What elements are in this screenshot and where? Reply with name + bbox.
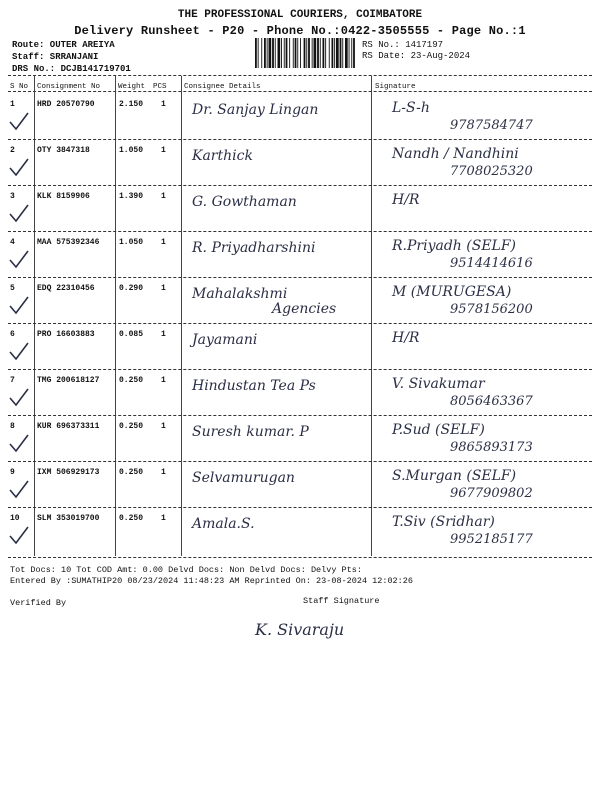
barcode-bar [314, 38, 317, 68]
row-signature-phone: 9514414616 [450, 256, 533, 271]
barcode-bar [275, 38, 276, 68]
rs-date: RS Date: 23-Aug-2024 [362, 51, 471, 61]
row-consignee-name: R. Priyadharshini [192, 240, 316, 256]
check-mark-icon [8, 294, 30, 316]
totals-line: Tot Docs: 10 Tot COD Amt: 0.00 Delvd Docs: Non Delvd Docs: Delvy Pts: [10, 565, 362, 575]
row-pcs: 1 [161, 330, 166, 339]
row-signature: R.Priyadh (SELF) [392, 238, 517, 254]
col-divider [371, 76, 372, 556]
row-signature-phone: 9787584747 [450, 118, 533, 133]
check-mark-icon [8, 202, 30, 224]
check-mark-icon [8, 340, 30, 362]
row-consignment-no: IXM 506929173 [37, 468, 100, 477]
row-pcs: 1 [161, 100, 166, 109]
staff-handwritten-signature: K. Sivaraju [255, 620, 345, 639]
col-header-signature: Signature [375, 83, 416, 91]
barcode-bar [351, 38, 352, 68]
row-separator [8, 507, 592, 508]
col-header-weight: Weight [118, 83, 146, 91]
row-pcs: 1 [161, 376, 166, 385]
row-consignment-no: OTY 3847318 [37, 146, 90, 155]
table-header-rule [8, 91, 592, 92]
row-consignment-no: KUR 696373311 [37, 422, 100, 431]
company-title: THE PROFESSIONAL COURIERS, COIMBATORE [177, 9, 423, 21]
row-signature: H/R [392, 330, 420, 346]
barcode-bar [258, 38, 259, 68]
row-sno: 2 [10, 146, 15, 155]
barcode-bar [345, 38, 348, 68]
barcode-bar [281, 38, 282, 68]
barcode-bar [295, 38, 297, 68]
row-pcs: 1 [161, 422, 166, 431]
col-header-sno: S No [10, 83, 29, 91]
barcode-bar [342, 38, 343, 68]
row-consignee-name: G. Gowthaman [192, 194, 297, 210]
staff-signature-label: Staff Signature [303, 596, 380, 606]
row-consignment-no: EDQ 22310456 [37, 284, 95, 293]
row-separator [8, 231, 592, 232]
row-weight: 0.250 [119, 514, 144, 523]
col-header-pcs: PCS [153, 83, 167, 91]
barcode-bar [334, 38, 335, 68]
entered-by-line: Entered By :SUMATHIP20 08/23/2024 11:48:23 AM Reprinted On: 23-08-2024 12:02:26 [10, 576, 413, 586]
barcode-bar [272, 38, 274, 68]
row-consignee-name: Selvamurugan [192, 470, 295, 486]
row-consignee-name: Suresh kumar. P [192, 424, 309, 440]
check-mark-icon [8, 110, 30, 132]
staff-label: Staff: SRRANJANI [12, 52, 99, 62]
row-consignee-name: Mahalakshmi [192, 286, 288, 302]
col-divider [115, 76, 116, 556]
row-sno: 3 [10, 192, 15, 201]
row-pcs: 1 [161, 284, 166, 293]
col-divider [181, 76, 182, 556]
barcode-bar [317, 38, 319, 68]
row-signature: V. Sivakumar [392, 376, 485, 392]
barcode-bar [312, 38, 313, 68]
barcode-bar [286, 38, 288, 68]
row-weight: 0.085 [119, 330, 144, 339]
barcode-bar [297, 38, 298, 68]
row-sno: 1 [10, 100, 15, 109]
row-weight: 1.390 [119, 192, 144, 201]
row-separator [8, 369, 592, 370]
row-separator [8, 185, 592, 186]
check-mark-icon [8, 386, 30, 408]
row-consignment-no: KLK 8159906 [37, 192, 90, 201]
row-sno: 6 [10, 330, 15, 339]
row-consignee-name: Jayamani [192, 332, 258, 348]
row-consignment-no: HRD 20570790 [37, 100, 95, 109]
row-sno: 7 [10, 376, 15, 385]
drs-label: DRS No.: DCJB141719701 [12, 64, 131, 74]
row-pcs: 1 [161, 192, 166, 201]
table-bottom-rule [8, 557, 592, 558]
barcode-bar [306, 38, 307, 68]
row-separator [8, 461, 592, 462]
row-consignee-name-line2: Agencies [272, 301, 337, 317]
row-signature: M (MURUGESA) [392, 284, 512, 300]
row-signature-phone: 7708025320 [450, 164, 533, 179]
col-header-consignment: Consignment No [37, 83, 101, 91]
barcode-bar [267, 38, 268, 68]
row-signature: Nandh / Nandhini [392, 146, 519, 162]
barcode-bar [293, 38, 294, 68]
row-pcs: 1 [161, 468, 166, 477]
barcode-bar [278, 38, 281, 68]
row-weight: 0.250 [119, 468, 144, 477]
row-weight: 1.050 [119, 146, 144, 155]
row-consignee-name: Amala.S. [192, 516, 255, 532]
row-separator [8, 415, 592, 416]
row-signature-phone: 9677909802 [450, 486, 533, 501]
check-mark-icon [8, 248, 30, 270]
row-weight: 1.050 [119, 238, 144, 247]
barcode-bar [353, 38, 355, 68]
check-mark-icon [8, 156, 30, 178]
row-signature-phone: 9865893173 [450, 440, 533, 455]
barcode-bar [349, 38, 350, 68]
row-signature: H/R [392, 192, 420, 208]
barcode-bar [255, 38, 257, 68]
row-signature: T.Siv (Sridhar) [392, 514, 495, 530]
barcode-bar [261, 38, 262, 68]
row-signature: S.Murgan (SELF) [392, 468, 517, 484]
row-sno: 5 [10, 284, 15, 293]
rs-number: RS No.: 1417197 [362, 40, 444, 50]
barcode-bar [308, 38, 310, 68]
row-sno: 10 [10, 514, 20, 523]
row-weight: 0.290 [119, 284, 144, 293]
verified-by-label: Verified By [10, 598, 67, 608]
barcode-bar [289, 38, 290, 68]
row-sno: 9 [10, 468, 15, 477]
row-consignee-name: Karthick [192, 148, 253, 164]
row-signature-phone: 8056463367 [450, 394, 533, 409]
row-signature: P.Sud (SELF) [392, 422, 485, 438]
check-mark-icon [8, 524, 30, 546]
row-weight: 2.150 [119, 100, 144, 109]
check-mark-icon [8, 478, 30, 500]
row-sno: 4 [10, 238, 15, 247]
barcode-bar [336, 38, 339, 68]
barcode-bar [284, 38, 285, 68]
row-sno: 8 [10, 422, 15, 431]
barcode-bar [332, 38, 334, 68]
route-label: Route: OUTER AREIYA [12, 40, 115, 50]
barcode-bar [340, 38, 342, 68]
row-weight: 0.250 [119, 422, 144, 431]
barcode [255, 38, 355, 68]
row-pcs: 1 [161, 514, 166, 523]
row-consignment-no: SLM 353019700 [37, 514, 100, 523]
barcode-bar [304, 38, 306, 68]
barcode-bar [323, 38, 325, 68]
barcode-bar [329, 38, 330, 68]
col-divider [34, 76, 35, 556]
row-pcs: 1 [161, 238, 166, 247]
barcode-bar [269, 38, 272, 68]
row-pcs: 1 [161, 146, 166, 155]
row-consignment-no: TMG 200618127 [37, 376, 100, 385]
barcode-bar [300, 38, 301, 68]
row-consignment-no: PRO 16603883 [37, 330, 95, 339]
runsheet-subtitle: Delivery Runsheet - P20 - Phone No.:0422-3505555 - Page No.:1 [74, 24, 526, 38]
col-header-consignee: Consignee Details [184, 83, 261, 91]
barcode-bar [264, 38, 266, 68]
row-separator [8, 323, 592, 324]
row-consignment-no: MAA 575392346 [37, 238, 100, 247]
row-consignee-name: Hindustan Tea Ps [192, 378, 316, 394]
row-signature: L-S-h [392, 100, 430, 116]
row-signature-phone: 9578156200 [450, 302, 533, 317]
row-weight: 0.250 [119, 376, 144, 385]
barcode-bar [320, 38, 321, 68]
table-top-rule [8, 75, 592, 76]
row-signature-phone: 9952185177 [450, 532, 533, 547]
row-consignee-name: Dr. Sanjay Lingan [192, 102, 319, 118]
row-separator [8, 277, 592, 278]
check-mark-icon [8, 432, 30, 454]
barcode-bar [325, 38, 326, 68]
row-separator [8, 139, 592, 140]
